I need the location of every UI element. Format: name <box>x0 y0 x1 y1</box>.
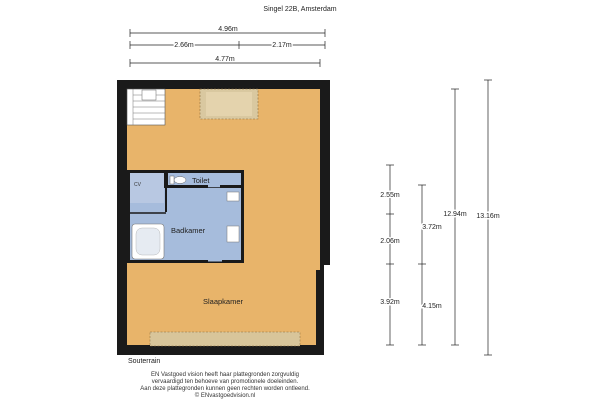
dimension-top-left: 2.66m <box>174 42 194 49</box>
sink-icon <box>227 192 239 201</box>
dimension-right-a: 2.55m <box>380 192 400 199</box>
room-label-bedroom: Slaapkamer <box>203 297 244 306</box>
dimension-top-lower: 4.77m <box>215 56 235 63</box>
skylight <box>200 89 258 119</box>
bathroom-block <box>127 170 244 263</box>
dimension-right-g: 13.16m <box>476 213 500 220</box>
disclaimer-line: © ENvastgoedvision.nl <box>194 393 256 399</box>
side-dimensions <box>380 80 500 355</box>
dimension-right-f: 12.94m <box>443 211 467 218</box>
disclaimer-line: EN Vastgoed vision heeft haar plattegronden zorgvuldig <box>151 372 299 378</box>
disclaimer-line: Aan deze plattegronden kunnen geen rechten worden ontleend. <box>140 386 310 392</box>
dimension-top-right: 2.17m <box>272 42 292 49</box>
dimension-right-c: 3.92m <box>380 299 400 306</box>
room-label-toilet: Toilet <box>192 176 210 185</box>
dimension-right-b: 2.06m <box>380 238 400 245</box>
dimension-right-e: 4.15m <box>422 303 442 310</box>
dimension-right-d: 3.72m <box>422 224 442 231</box>
cv-label: CV <box>134 182 141 188</box>
dimension-top-total: 4.96m <box>218 26 238 33</box>
staircase <box>127 89 165 125</box>
page-title: Singel 22B, Amsterdam <box>263 6 337 13</box>
disclaimer <box>140 372 310 399</box>
shower-icon <box>227 226 239 242</box>
toilet-icon <box>174 177 186 184</box>
top-dimensions <box>130 26 325 67</box>
room-label-bathroom: Badkamer <box>171 226 206 235</box>
rug <box>150 332 300 346</box>
disclaimer-line: vervaardigd ten behoeve van promotionele doeleinden. <box>151 379 299 385</box>
floor-name: Souterrain <box>128 358 161 365</box>
